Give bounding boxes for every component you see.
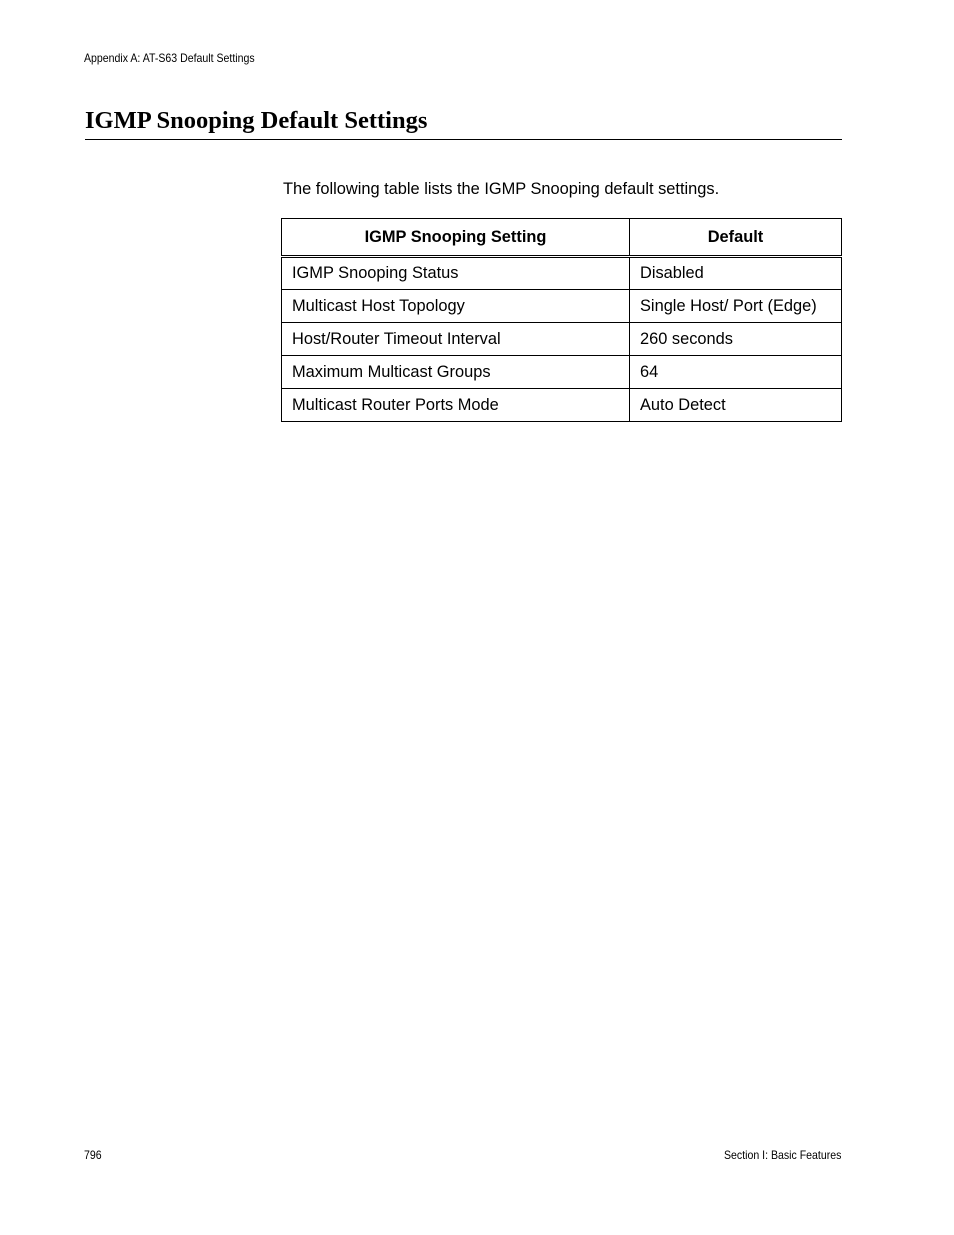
column-header-default: Default bbox=[630, 219, 842, 257]
default-cell: Single Host/ Port (Edge) bbox=[630, 290, 842, 323]
intro-paragraph: The following table lists the IGMP Snooping default settings. bbox=[283, 180, 720, 198]
setting-cell: Maximum Multicast Groups bbox=[282, 356, 630, 389]
table-row bbox=[282, 290, 842, 323]
default-cell: 64 bbox=[630, 356, 842, 389]
table-body bbox=[282, 257, 842, 422]
table-row bbox=[282, 257, 842, 290]
table-header-row bbox=[282, 219, 842, 257]
table-header bbox=[282, 219, 842, 257]
table-row bbox=[282, 356, 842, 389]
title-rule bbox=[85, 139, 842, 140]
table-row bbox=[282, 389, 842, 422]
setting-cell: Multicast Router Ports Mode bbox=[282, 389, 630, 422]
footer-section-name: Section I: Basic Features bbox=[723, 1148, 841, 1162]
default-cell: Disabled bbox=[630, 257, 842, 290]
default-cell: Auto Detect bbox=[630, 389, 842, 422]
section-title: IGMP Snooping Default Settings bbox=[85, 107, 428, 134]
setting-cell: Multicast Host Topology bbox=[282, 290, 630, 323]
default-cell: 260 seconds bbox=[630, 323, 842, 356]
setting-cell: Host/Router Timeout Interval bbox=[282, 323, 630, 356]
column-header-setting: IGMP Snooping Setting bbox=[282, 219, 630, 257]
running-header: Appendix A: AT-S63 Default Settings bbox=[84, 51, 255, 65]
setting-cell: IGMP Snooping Status bbox=[282, 257, 630, 290]
table-row bbox=[282, 323, 842, 356]
igmp-settings-table bbox=[281, 218, 842, 422]
page-number: 796 bbox=[84, 1148, 102, 1162]
